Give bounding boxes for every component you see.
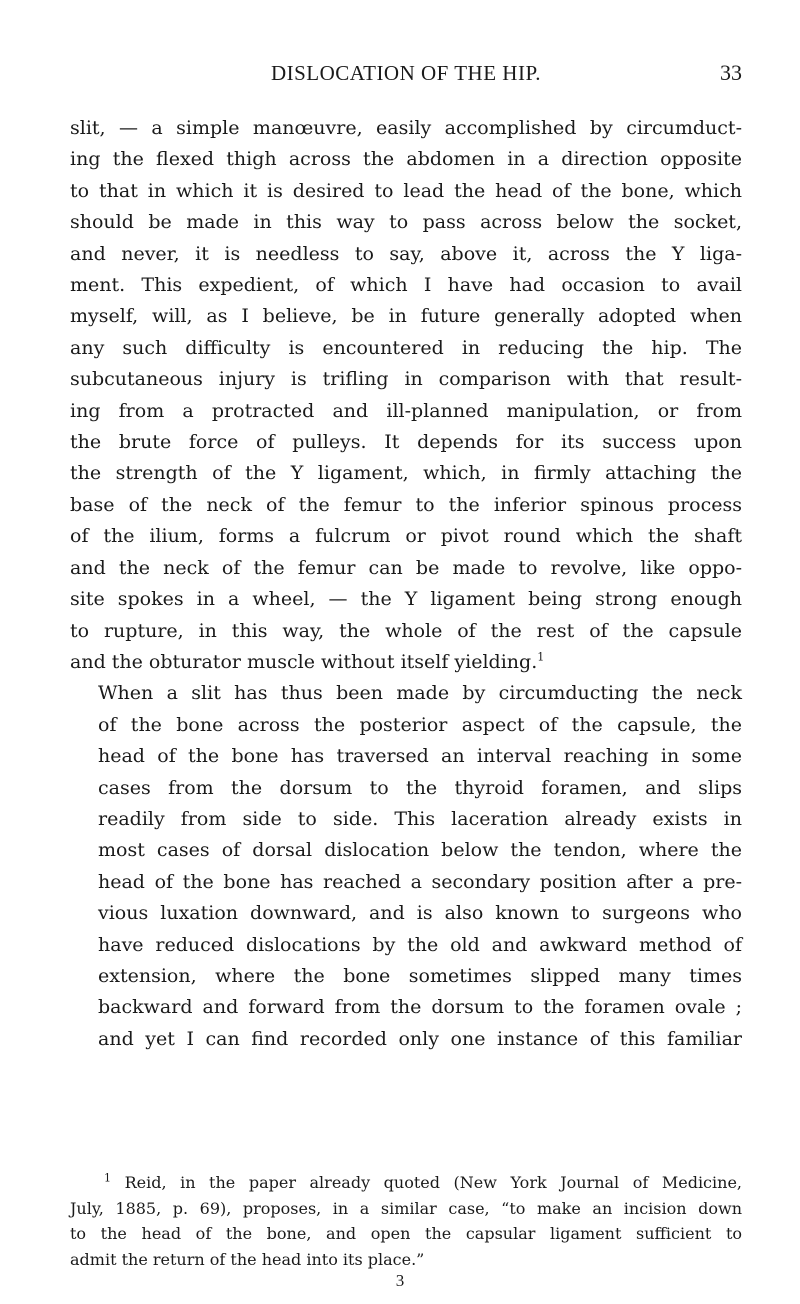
running-title: DISLOCATION OF THE HIP. — [270, 61, 542, 85]
text-line: most cases of dorsal dislocation below the tendon, where the — [98, 839, 742, 862]
text-line: vious luxation downward, and is also known to surgeons who — [98, 902, 742, 925]
text-line: have reduced dislocations by the old and awkward method of — [98, 933, 742, 956]
text-line: extension, where the bone sometimes slipped many times — [98, 964, 742, 987]
text-line: readily from side to side. This laceration already exists in — [98, 807, 742, 830]
text-line: and yet I can find recorded only one instance of this familiar — [98, 1027, 742, 1050]
text-line: ment. This expedient, of which I have had occasion to avail — [70, 274, 742, 297]
text-line: of the ilium, forms a fulcrum or pivot round which the shaft — [70, 525, 742, 548]
text-line: When a slit has thus been made by circumducting the neck — [98, 682, 742, 705]
paragraph-1 — [70, 113, 742, 678]
text-line: head of the bone has traversed an interval reaching in some — [98, 745, 742, 768]
text-line: and the neck of the femur can be made to revolve, like oppo- — [70, 556, 742, 579]
text-line: head of the bone has reached a secondary position after a pre- — [98, 870, 742, 893]
text-line: cases from the dorsum to the thyroid foramen, and slips — [98, 776, 742, 799]
footnotes — [70, 1170, 742, 1272]
text-line: ing from a protracted and ill-planned manipulation, or from — [70, 399, 742, 422]
text-line: to that in which it is desired to lead the head of the bone, which — [70, 179, 742, 202]
text-line: to rupture, in this way, the whole of the rest of the capsule — [70, 619, 742, 642]
page-number: 33 — [720, 60, 742, 85]
text-line: backward and forward from the dorsum to the foramen ovale ; — [98, 996, 742, 1019]
footnote-line: July, 1885, p. 69), proposes, in a similar case, “to make an incision down — [70, 1198, 742, 1218]
footnote-reference[interactable]: 1 — [537, 650, 545, 664]
paragraph-2 — [70, 678, 742, 1055]
text-line: the brute force of pulleys. It depends for its success upon — [70, 431, 742, 454]
signature-mark: 3 — [395, 1271, 405, 1290]
text-line: and never, it is needless to say, above it, across the Y liga- — [70, 242, 742, 265]
text-line: ing the flexed thigh across the abdomen in a direction opposite — [70, 148, 742, 171]
text-line: of the bone across the posterior aspect of the capsule, the — [98, 713, 742, 736]
running-head — [70, 58, 742, 88]
text-line-content: and the obturator muscle without itself yielding. — [70, 650, 538, 673]
text-line: myself, will, as I believe, be in future generally adopted when — [70, 305, 742, 328]
footnote-line: to the head of the bone, and open the capsular ligament sufficient to — [70, 1224, 742, 1243]
footnote-line: admit the return of the head into its place.” — [70, 1249, 425, 1269]
text-line: should be made in this way to pass across below the socket, — [70, 211, 742, 234]
body-text — [70, 113, 742, 1055]
footnote-line — [70, 1170, 742, 1196]
text-line: slit, — a simple manœuvre, easily accomplished by circumduct- — [70, 117, 742, 139]
text-line: the strength of the Y ligament, which, in firmly attaching the — [70, 462, 742, 485]
text-line: any such difficulty is encountered in reducing the hip. The — [70, 336, 742, 359]
text-line — [70, 647, 742, 678]
text-line: site spokes in a wheel, — the Y ligament being strong enough — [70, 588, 742, 611]
footnote-marker: 1 — [104, 1171, 111, 1185]
text-line: subcutaneous injury is trifling in comparison with that result- — [70, 368, 742, 391]
text-line: base of the neck of the femur to the inferior spinous process — [70, 493, 742, 516]
footnote-text: Reid, in the paper already quoted (New York Journal of Medicine, — [124, 1173, 742, 1192]
